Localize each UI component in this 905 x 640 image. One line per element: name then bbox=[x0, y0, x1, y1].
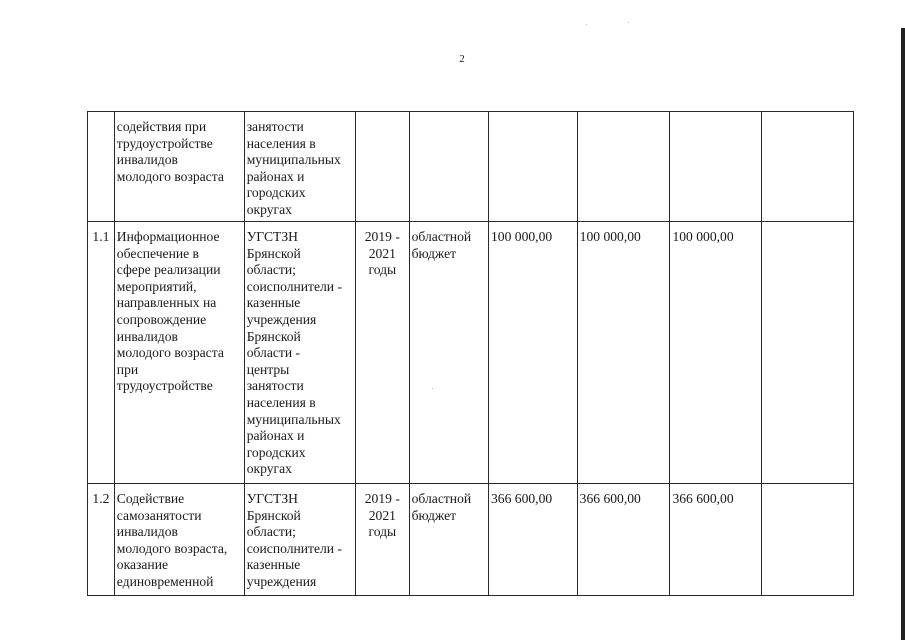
scan-speck bbox=[628, 22, 629, 23]
executor-cell: занятости населения в муниципальных районах и городских округах bbox=[244, 112, 355, 222]
term-cell: 2019 - 2021 годы bbox=[356, 484, 410, 596]
result-cell bbox=[762, 484, 854, 596]
row-number-cell: 1.1 bbox=[88, 222, 115, 484]
executor-cell: УГСТЗН Брянской области; соисполнители - казенные учреждения Брянской области - центры занятости населения в муниципальных районах и городских округах bbox=[244, 222, 355, 484]
amount-2021-cell: 100 000,00 bbox=[670, 222, 762, 484]
amount-2020-cell bbox=[577, 112, 670, 222]
funding-source-cell: областной бюджет bbox=[409, 222, 488, 484]
amount-2019-cell: 366 600,00 bbox=[489, 484, 578, 596]
result-cell bbox=[762, 222, 854, 484]
scan-speck bbox=[586, 24, 587, 25]
executor-cell: УГСТЗН Брянской области; соисполнители - казенные учреждения bbox=[244, 484, 355, 596]
scan-edge-shadow bbox=[901, 28, 905, 640]
funding-source-cell: областной бюджет bbox=[409, 484, 488, 596]
amount-2021-cell bbox=[670, 112, 762, 222]
table-row bbox=[88, 222, 854, 484]
row-number-cell: 1.2 bbox=[88, 484, 115, 596]
amount-2019-cell: 100 000,00 bbox=[489, 222, 578, 484]
funding-source-cell bbox=[409, 112, 488, 222]
amount-2019-cell bbox=[489, 112, 578, 222]
term-cell bbox=[356, 112, 410, 222]
program-activities-table bbox=[87, 111, 854, 596]
table-row bbox=[88, 112, 854, 222]
amount-2020-cell: 100 000,00 bbox=[577, 222, 670, 484]
result-cell bbox=[762, 112, 854, 222]
term-cell: 2019 - 2021 годы bbox=[356, 222, 410, 484]
amount-2020-cell: 366 600,00 bbox=[577, 484, 670, 596]
activity-name-cell: Информационное обеспечение в сфере реализации мероприятий, направленных на сопровождение инвалидов молодого возраста при трудоустройстве bbox=[114, 222, 244, 484]
amount-2021-cell: 366 600,00 bbox=[670, 484, 762, 596]
row-number-cell bbox=[88, 112, 115, 222]
activity-name-cell: содействия при трудоустройстве инвалидов молодого возраста bbox=[114, 112, 244, 222]
table-row bbox=[88, 484, 854, 596]
page-number: 2 bbox=[459, 53, 465, 65]
activity-name-cell: Содействие самозанятости инвалидов молодого возраста, оказание единовременной bbox=[114, 484, 244, 596]
